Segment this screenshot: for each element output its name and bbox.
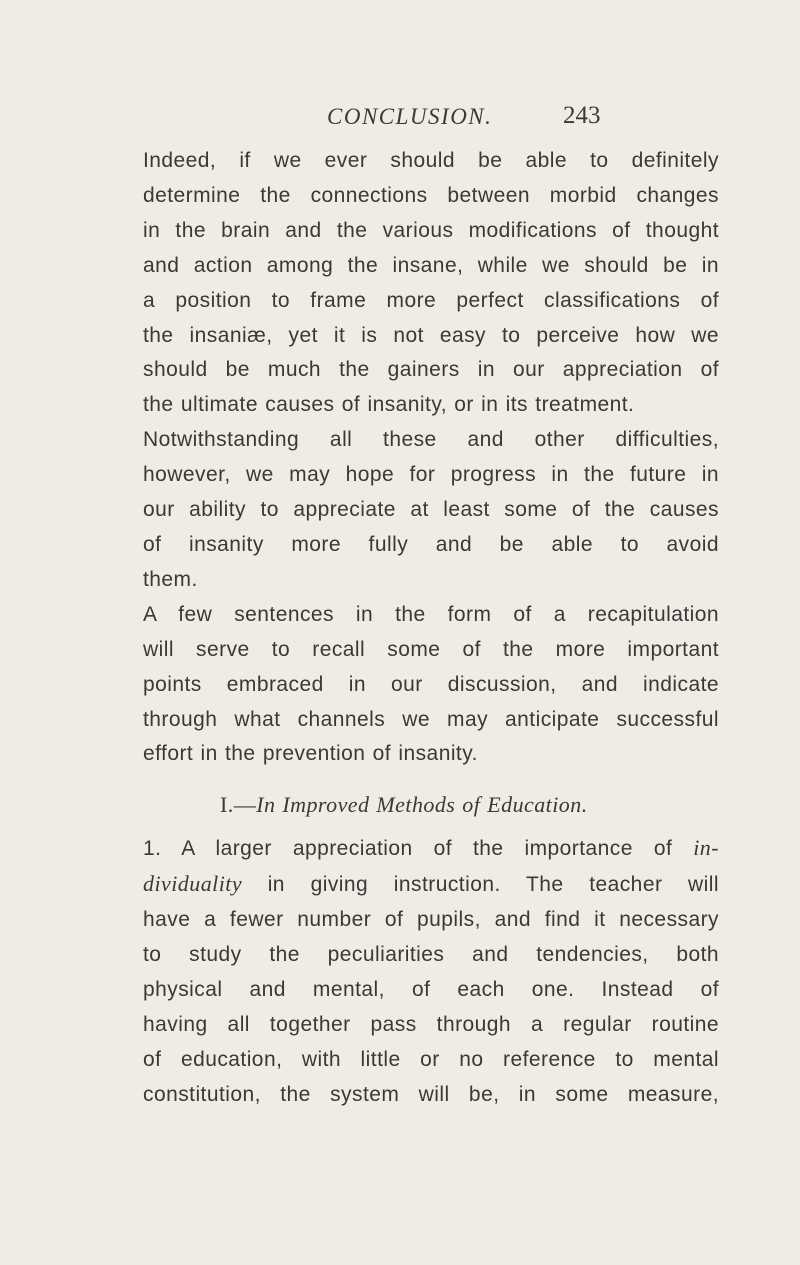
emphasis-text: dividuality: [143, 871, 243, 897]
text-line: constitution, the system will be, in some measure,: [143, 1082, 719, 1106]
page-number: 243: [563, 102, 601, 129]
text-line: Indeed, if we ever should be able to definitely: [143, 149, 719, 172]
text-line: in the brain and the various modifications of thought: [143, 218, 719, 242]
text-line: however, we may hope for progress in the future in: [143, 463, 719, 487]
text-line: our ability to appreciate at least some of the causes: [143, 498, 719, 522]
text-line: the insaniæ, yet it is not easy to perceive how we: [143, 323, 719, 347]
text-line: and action among the insane, while we should be in: [143, 253, 719, 277]
text-line: physical and mental, of each one. Instead of: [143, 977, 719, 1001]
text-line: a position to frame more perfect classifications of: [143, 288, 719, 312]
list-item-1: [113, 831, 719, 1112]
text-line: [113, 831, 719, 867]
text-run: in giving instruction. The teacher will: [242, 873, 719, 897]
text-line: having all together pass through a regular routine: [143, 1012, 719, 1036]
text-line: determine the connections between morbid changes: [143, 183, 719, 207]
text-line: of insanity more fully and be able to avoid: [143, 532, 719, 556]
text-line: have a fewer number of pupils, and find it necessary: [143, 908, 719, 932]
text-line: them.: [143, 567, 198, 591]
text-line: to study the peculiarities and tendencies, both: [143, 942, 719, 966]
text-line: Notwithstanding all these and other difficulties,: [143, 428, 719, 452]
running-title: CONCLUSION.: [327, 104, 493, 129]
body-text: [113, 144, 719, 1112]
text-line: the ultimate causes of insanity, or in its treatment.: [143, 393, 635, 417]
text-line: [113, 867, 719, 903]
text-line: will serve to recall some of the more important: [143, 637, 719, 661]
paragraph-3: [113, 598, 719, 773]
section-numeral: I.—: [220, 792, 257, 818]
section-heading: [113, 788, 719, 823]
paragraph-2: [113, 423, 719, 598]
text-run: 1. A larger appreciation of the importance of: [143, 837, 694, 861]
text-line: points embraced in our discussion, and indicate: [143, 672, 719, 696]
emphasis-text: in-: [693, 835, 719, 861]
text-line: through what channels we may anticipate successful: [143, 707, 719, 731]
section-title: In Improved Methods of Education.: [256, 792, 588, 818]
text-line: should be much the gainers in our appreciation of: [143, 358, 719, 382]
paragraph-1: [113, 144, 719, 423]
text-line: of education, with little or no reference to mental: [143, 1047, 719, 1071]
text-line: effort in the prevention of insanity.: [143, 742, 478, 766]
text-line: A few sentences in the form of a recapitulation: [143, 602, 719, 626]
running-head: [0, 96, 800, 136]
